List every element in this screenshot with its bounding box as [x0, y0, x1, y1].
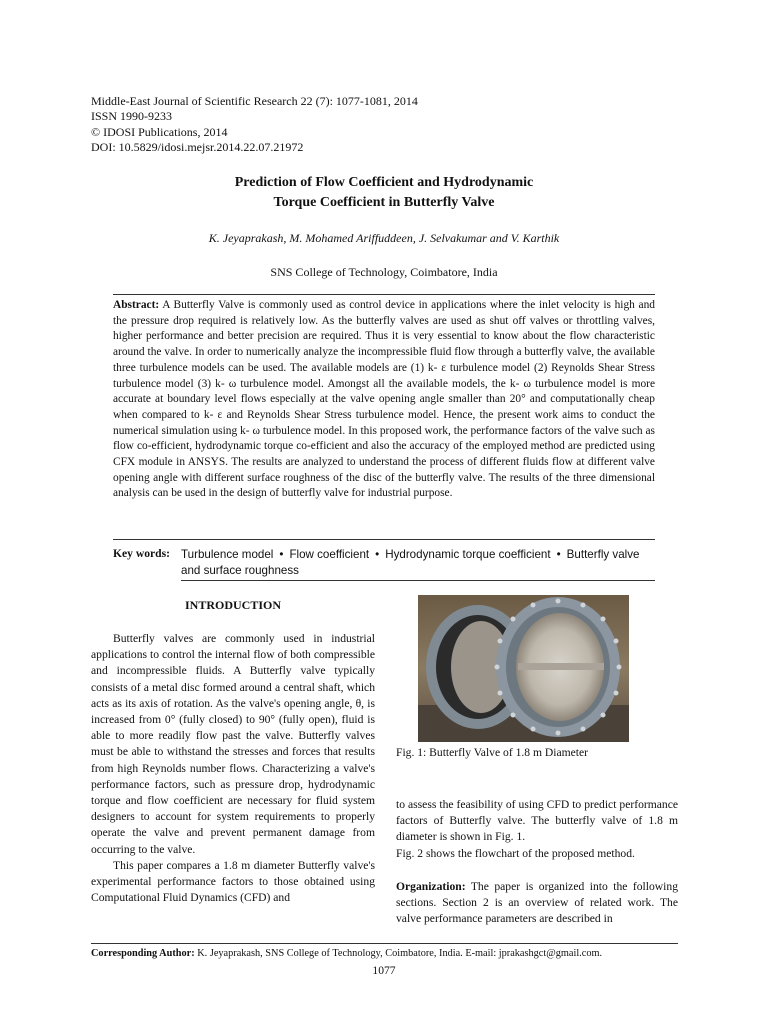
- keyword-item: Turbulence model: [181, 548, 274, 561]
- introduction-heading: INTRODUCTION: [184, 598, 281, 612]
- affiliation: SNS College of Technology, Coimbatore, India: [270, 265, 498, 279]
- corr-text: K. Jeyaprakash, SNS College of Technology, Coimbatore, India. E-mail: jprakashgct@gmail.com.: [197, 948, 603, 959]
- butterfly-valve-photo: [418, 595, 629, 742]
- organization-section: [396, 879, 678, 928]
- organization-label: Organization:: [396, 880, 466, 893]
- keyword-separator: •: [556, 548, 561, 561]
- title-line-1: Prediction of Flow Coefficient and Hydrodynamic: [234, 175, 534, 190]
- figure-caption: Fig. 1: Butterfly Valve of 1.8 m Diameter: [396, 746, 589, 759]
- organization-text: The paper is organized into the following sections. Section 2 is an overview of related work. The valve performance parameters are described in: [396, 880, 678, 926]
- abstract-bottom-rule: [113, 539, 655, 540]
- page-number: 1077: [372, 964, 396, 977]
- keywords-rule: [181, 580, 655, 581]
- keyword-item: Hydrodynamic torque coefficient: [385, 548, 551, 561]
- journal-header: [91, 94, 418, 155]
- paper-title: [0, 173, 768, 213]
- right-paragraph-2: Fig. 2 shows the flowchart of the proposed method.: [396, 846, 635, 860]
- corresponding-author: [91, 948, 602, 959]
- keywords-list: [181, 547, 657, 579]
- keyword-separator: •: [279, 548, 284, 561]
- abstract-label: Abstract:: [113, 299, 160, 311]
- keyword-item: Butterfly valve and surface roughness: [181, 548, 640, 577]
- introduction-body: [91, 631, 375, 906]
- title-line-2: Torque Coefficient in Butterfly Valve: [273, 195, 495, 210]
- authors: K. Jeyaprakash, M. Mohamed Ariffuddeen, J. Selvakumar and V. Karthik: [208, 231, 560, 245]
- keywords-label: Key words:: [113, 547, 170, 560]
- right-paragraph-1: to assess the feasibility of using CFD to predict performance factors of Butterfly valve. The butterfly valve of 1.8 m diameter is shown in Fig. 1.: [396, 798, 678, 844]
- corr-label: Corresponding Author:: [91, 948, 195, 959]
- intro-paragraph-2: This paper compares a 1.8 m diameter Butterfly valve's experimental performance factors to those obtained using Computational Fluid Dynamics (CFD) and: [91, 858, 375, 905]
- copyright: © IDOSI Publications, 2014: [91, 124, 228, 139]
- keyword-item: Flow coefficient: [289, 548, 370, 561]
- right-column-body: [396, 797, 678, 862]
- doi: DOI: 10.5829/idosi.mejsr.2014.22.07.21972: [91, 139, 304, 154]
- abstract-top-rule: [113, 294, 655, 295]
- intro-paragraph-1: Butterfly valves are commonly used in industrial applications to control the internal flow of both compressible and incompressible fluids. A Butterfly valve typically consists of a metal disc formed around a central shaft, which acts as its axis of rotation. As the valve's opening angle, θ, is increased from 0° (fully closed) to 90° (fully open), fluid is able to more readily flow past the valve. Butterfly valves must be able to withstand the stresses and forces that results from high Reynolds number flows. Characterizing a valve's performance factors, such as pressure drop, hydrodynamic torque and flow coefficient are necessary for fluid system designers to account for system requirements to properly operate the valve and prevent permanent damage from occurring to the valve.: [91, 632, 375, 856]
- issn: ISSN 1990-9233: [91, 109, 173, 124]
- journal-citation: Middle-East Journal of Scientific Research 22 (7): 1077-1081, 2014: [91, 94, 418, 108]
- footer-rule: [91, 943, 678, 944]
- keyword-separator: •: [375, 548, 380, 561]
- abstract-text: A Butterfly Valve is commonly used as control device in applications where the inlet velocity is high and the pressure drop required is relatively low. As the butterfly valves are used as shut off valves or throttling valves, higher performance and better precision are required. Thus it is very essential to know about the flow characteristic around the valve. In order to numerically analyze the incompressible fluid flow through a butterfly valve, the available three turbulence models can be used. The available models are (1) k- ε turbulence model (2) Reynolds Shear Stress turbulence model (3) k- ω turbulence model. Amongst all the available models, the k- ω turbulence model is more accurate at boundary level flows especially at the valve opening angle smaller than 20° and computationally cheap when compared to k- ε and Reynolds Shear Stress turbulence model. Hence, the present work aims to conduct the numerical simulation using k- ω turbulence model. In this proposed work, the performance factors of the valve such as flow co-efficient, hydrodynamic torque co-efficient and also the accuracy of the employed method are predicted using CFX module in ANSYS. The results are analyzed to understand the process of different fluids flow at different valve opening angle with different surface roughness of the disc of the butterfly valve. The results of the three dimensional analysis can be used in the design of butterfly valve for industrial purpose.: [113, 299, 655, 500]
- abstract: [113, 298, 655, 502]
